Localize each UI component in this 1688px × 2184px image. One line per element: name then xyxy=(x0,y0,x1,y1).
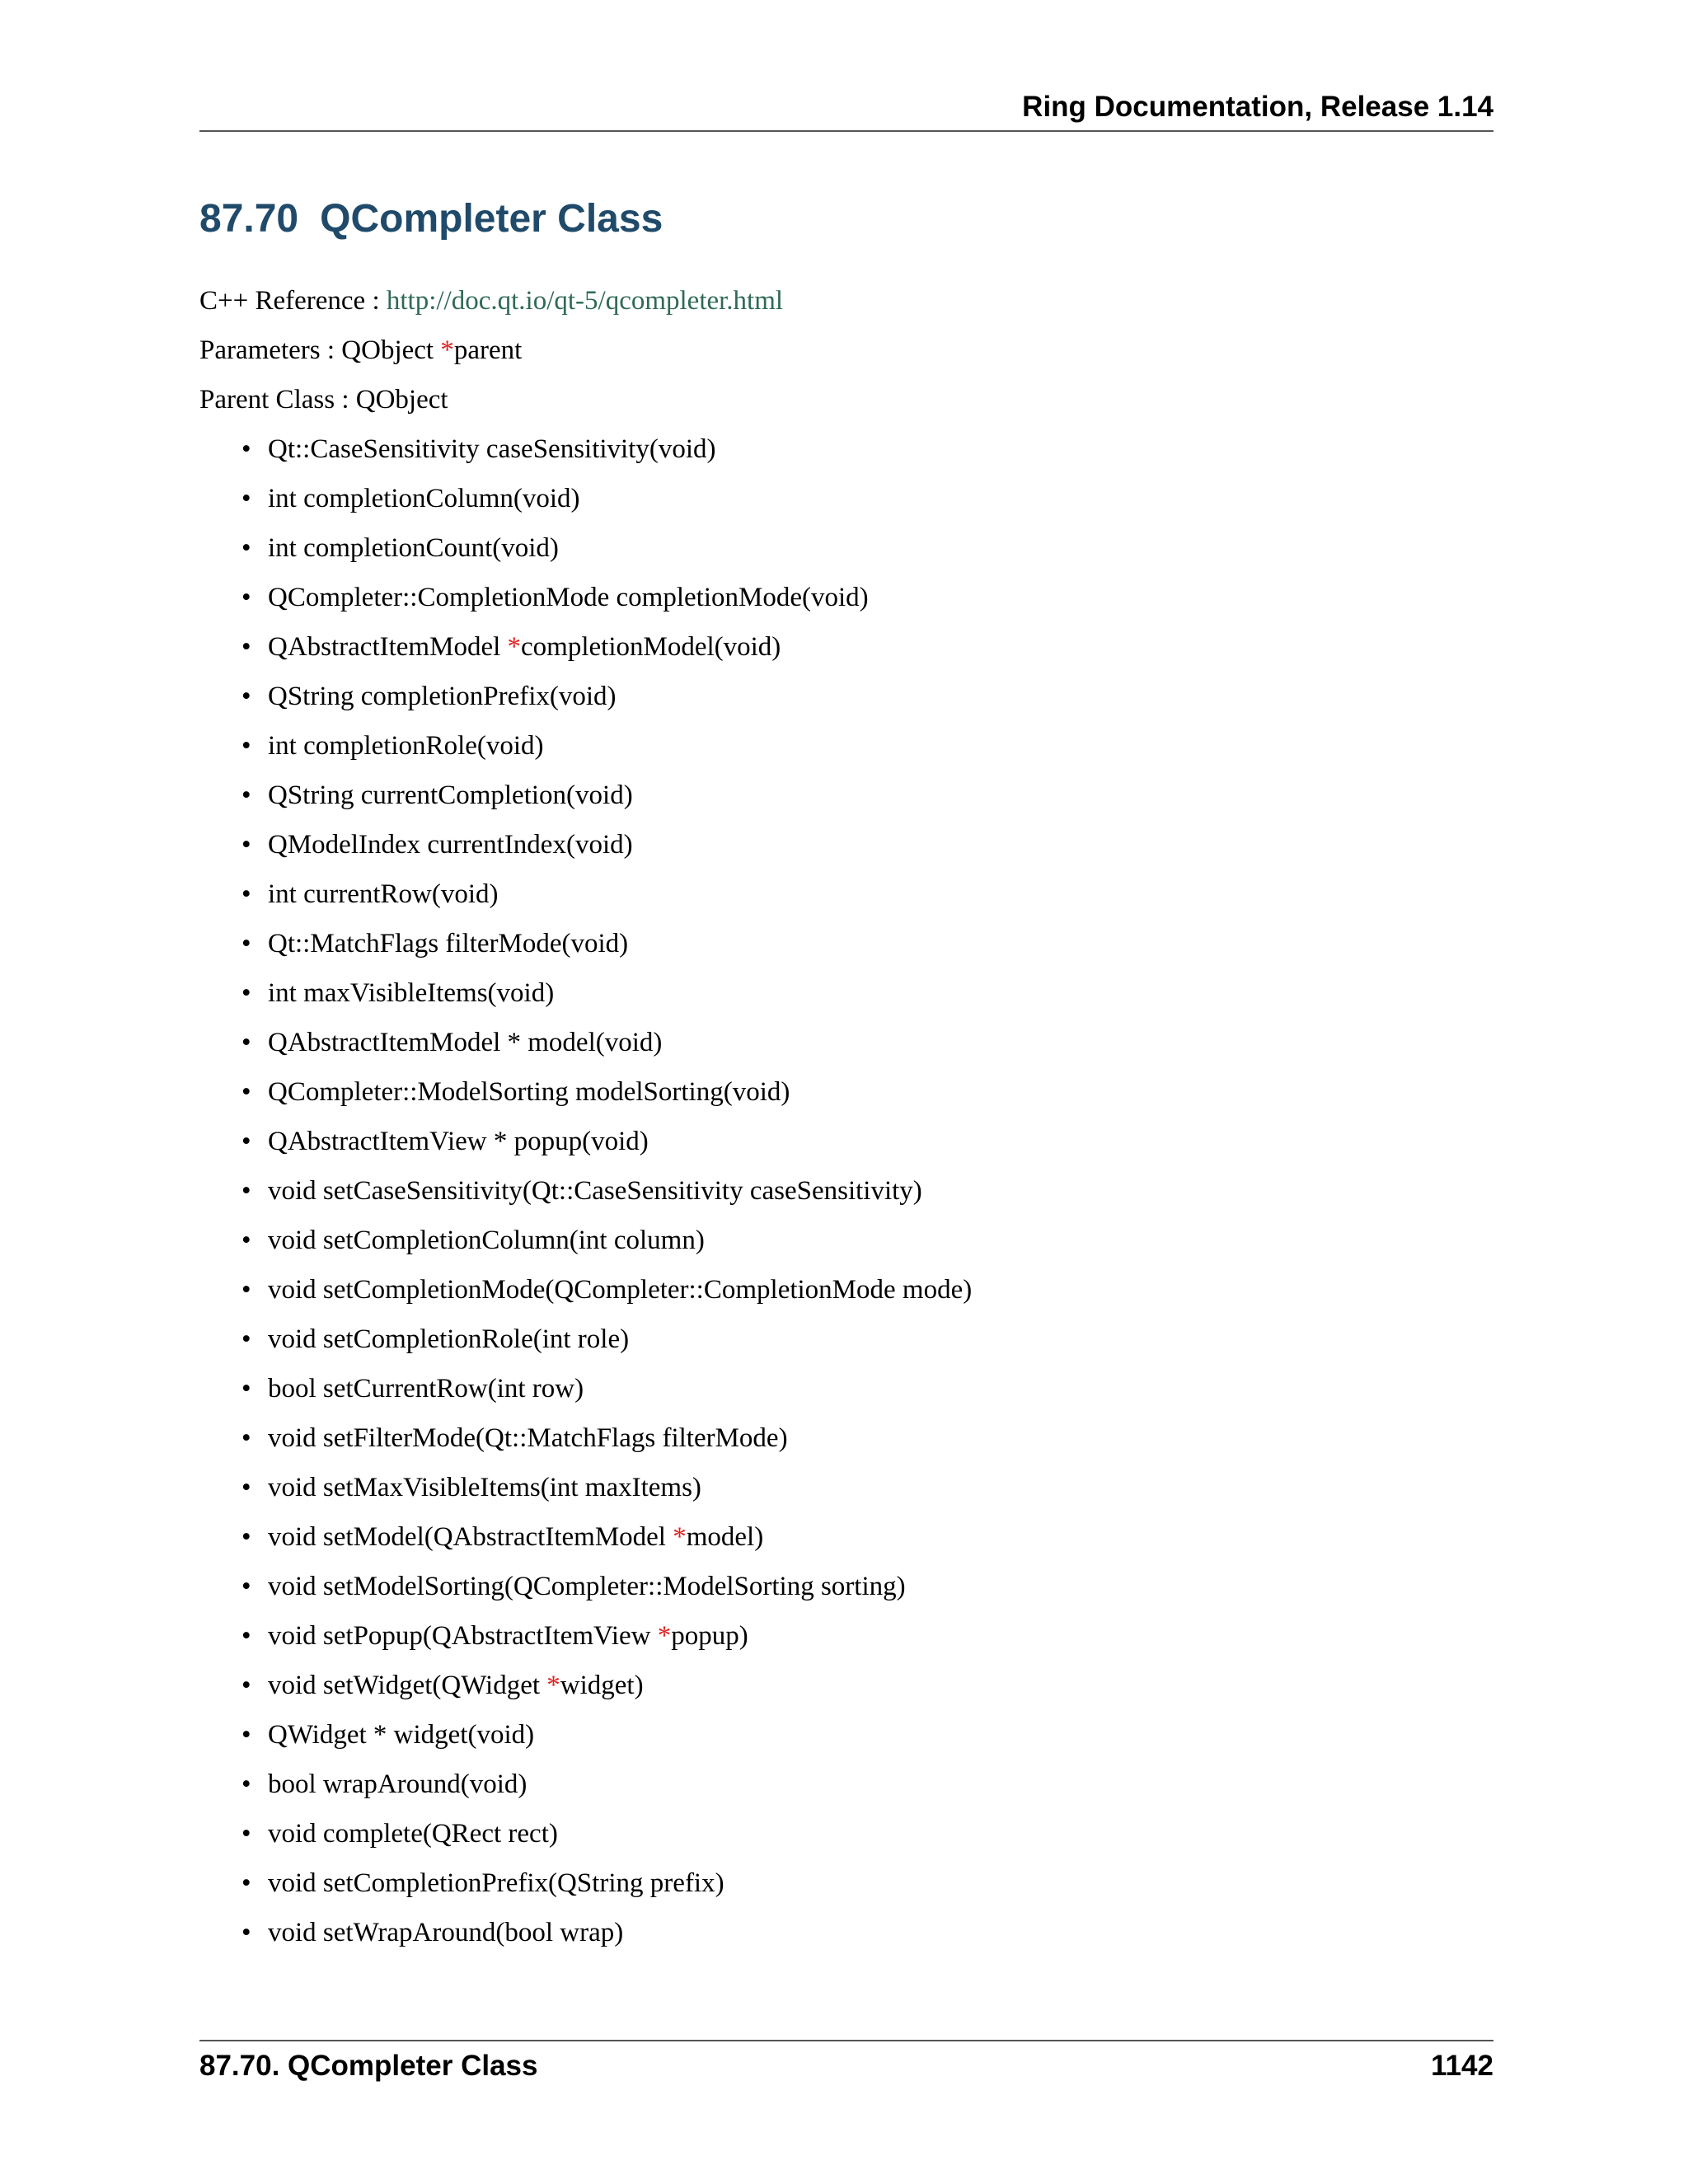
bullet-icon: • xyxy=(241,1671,251,1700)
method-item xyxy=(199,1026,972,1059)
method-item xyxy=(199,630,972,663)
method-item xyxy=(199,927,972,960)
method-item xyxy=(199,1521,972,1554)
section-number: 87.70 xyxy=(199,197,299,241)
bullet-icon: • xyxy=(241,830,251,860)
method-signature: void complete(QRect rect) xyxy=(268,1819,558,1849)
method-signature: QModelIndex currentIndex(void) xyxy=(268,830,633,860)
method-signature: QAbstractItemModel xyxy=(268,632,508,662)
method-item xyxy=(199,433,972,466)
method-signature: void setWidget(QWidget xyxy=(268,1671,547,1700)
bullet-icon: • xyxy=(241,1275,251,1305)
bullet-icon: • xyxy=(241,1621,251,1651)
page-footer xyxy=(199,2040,1493,2091)
pointer-star: * xyxy=(440,335,454,365)
bullet-icon: • xyxy=(241,780,251,810)
parameters-line xyxy=(199,334,783,367)
method-item xyxy=(199,1224,972,1257)
method-signature: QWidget * widget(void) xyxy=(268,1720,535,1750)
bullet-icon: • xyxy=(241,1572,251,1601)
method-item xyxy=(199,1817,972,1850)
method-item xyxy=(199,1867,972,1900)
method-item xyxy=(199,1174,972,1207)
pointer-star: * xyxy=(546,1671,560,1700)
parameters-name: parent xyxy=(453,335,523,365)
method-signature: Qt::CaseSensitivity caseSensitivity(void) xyxy=(268,434,716,464)
method-item xyxy=(199,1125,972,1158)
pointer-star: * xyxy=(657,1621,672,1651)
method-item xyxy=(199,482,972,515)
bullet-icon: • xyxy=(241,632,251,662)
bullet-icon: • xyxy=(241,682,251,711)
bullet-icon: • xyxy=(241,978,251,1008)
bullet-icon: • xyxy=(241,1769,251,1799)
method-signature: QAbstractItemView * popup(void) xyxy=(268,1127,649,1156)
method-signature: QString completionPrefix(void) xyxy=(268,682,617,711)
method-signature: void setModelSorting(QCompleter::ModelSorting sorting) xyxy=(268,1572,906,1601)
parent-class-label: Parent Class : xyxy=(199,385,356,415)
method-item xyxy=(199,1768,972,1801)
method-item xyxy=(199,1076,972,1108)
footer-section-label: 87.70. QCompleter Class xyxy=(199,2050,538,2082)
bullet-icon: • xyxy=(241,1127,251,1156)
method-item xyxy=(199,532,972,565)
bullet-icon: • xyxy=(241,1819,251,1849)
bullet-icon: • xyxy=(241,929,251,958)
section-title: QCompleter Class xyxy=(320,197,663,241)
method-signature: void setCompletionRole(int role) xyxy=(268,1324,630,1354)
bullet-icon: • xyxy=(241,1423,251,1453)
method-signature-rest: model) xyxy=(686,1522,764,1552)
pointer-star: * xyxy=(507,632,522,662)
method-signature: QString currentCompletion(void) xyxy=(268,780,633,810)
method-signature: int completionRole(void) xyxy=(268,731,544,761)
bullet-icon: • xyxy=(241,1918,251,1947)
running-title: Ring Documentation, Release 1.14 xyxy=(1022,91,1493,123)
method-signature: QAbstractItemModel * model(void) xyxy=(268,1028,663,1057)
method-signature: void setWrapAround(bool wrap) xyxy=(268,1918,624,1947)
method-item xyxy=(199,828,972,861)
method-item xyxy=(199,1570,972,1603)
method-signature: int maxVisibleItems(void) xyxy=(268,978,555,1008)
method-signature: void setPopup(QAbstractItemView xyxy=(268,1621,658,1651)
method-item xyxy=(199,878,972,911)
page-header xyxy=(199,89,1493,132)
pointer-star: * xyxy=(673,1522,687,1552)
method-signature: int currentRow(void) xyxy=(268,879,499,909)
section-heading xyxy=(199,194,663,244)
method-item xyxy=(199,1916,972,1949)
method-item xyxy=(199,1718,972,1751)
bullet-icon: • xyxy=(241,1522,251,1552)
method-item xyxy=(199,1422,972,1455)
parent-class-value: QObject xyxy=(355,385,448,415)
parent-class-line xyxy=(199,383,783,416)
bullet-icon: • xyxy=(241,1176,251,1206)
method-item xyxy=(199,1669,972,1702)
method-item xyxy=(199,1273,972,1306)
method-item xyxy=(199,1619,972,1652)
bullet-icon: • xyxy=(241,1226,251,1255)
method-item xyxy=(199,779,972,812)
parameters-type: QObject xyxy=(341,335,441,365)
bullet-icon: • xyxy=(241,1077,251,1107)
method-item xyxy=(199,729,972,762)
bullet-icon: • xyxy=(241,1374,251,1404)
method-list xyxy=(199,433,972,1966)
cpp-reference-label: C++ Reference : xyxy=(199,286,387,316)
parameters-label: Parameters : xyxy=(199,335,342,365)
method-signature: int completionColumn(void) xyxy=(268,484,580,513)
method-signature: int completionCount(void) xyxy=(268,533,559,563)
method-signature: QCompleter::ModelSorting modelSorting(void) xyxy=(268,1077,790,1107)
method-signature: QCompleter::CompletionMode completionMode(void) xyxy=(268,583,869,612)
method-signature: void setFilterMode(Qt::MatchFlags filterMode) xyxy=(268,1423,788,1453)
bullet-icon: • xyxy=(241,533,251,563)
method-signature: void setModel(QAbstractItemModel xyxy=(268,1522,673,1552)
method-signature: bool wrapAround(void) xyxy=(268,1769,528,1799)
bullet-icon: • xyxy=(241,583,251,612)
page-number: 1142 xyxy=(1431,2050,1493,2082)
method-signature-rest: widget) xyxy=(560,1671,644,1700)
method-item xyxy=(199,680,972,713)
bullet-icon: • xyxy=(241,879,251,909)
method-signature: bool setCurrentRow(int row) xyxy=(268,1374,584,1404)
method-signature: void setCompletionMode(QCompleter::CompletionMode mode) xyxy=(268,1275,973,1305)
bullet-icon: • xyxy=(241,1028,251,1057)
cpp-reference-link[interactable]: http://doc.qt.io/qt-5/qcompleter.html xyxy=(386,286,784,316)
bullet-icon: • xyxy=(241,1868,251,1898)
class-meta xyxy=(199,284,783,433)
bullet-icon: • xyxy=(241,1720,251,1750)
method-item xyxy=(199,1372,972,1405)
method-item xyxy=(199,581,972,614)
method-signature-rest: completionModel(void) xyxy=(521,632,781,662)
method-signature: void setCompletionColumn(int column) xyxy=(268,1226,705,1255)
bullet-icon: • xyxy=(241,434,251,464)
method-signature: void setCaseSensitivity(Qt::CaseSensitivity caseSensitivity) xyxy=(268,1176,922,1206)
method-signature: void setMaxVisibleItems(int maxItems) xyxy=(268,1473,701,1502)
method-signature: void setCompletionPrefix(QString prefix) xyxy=(268,1868,724,1898)
method-signature-rest: popup) xyxy=(671,1621,748,1651)
method-signature: Qt::MatchFlags filterMode(void) xyxy=(268,929,629,958)
cpp-reference-line xyxy=(199,284,783,317)
method-item xyxy=(199,1323,972,1356)
method-item xyxy=(199,1471,972,1504)
method-item xyxy=(199,977,972,1010)
bullet-icon: • xyxy=(241,1324,251,1354)
bullet-icon: • xyxy=(241,731,251,761)
bullet-icon: • xyxy=(241,1473,251,1502)
bullet-icon: • xyxy=(241,484,251,513)
